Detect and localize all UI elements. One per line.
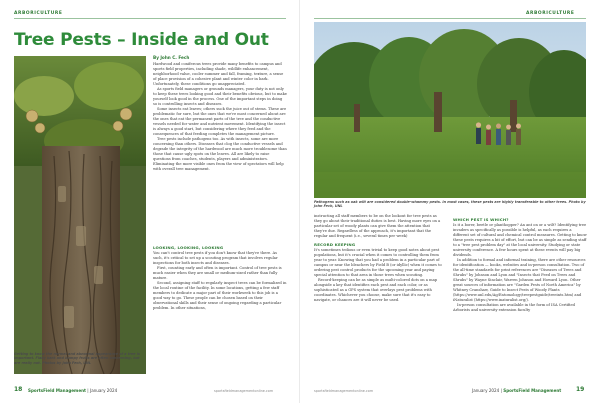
tree-bark-photo	[14, 56, 146, 374]
issue-date: January 2024	[89, 388, 118, 393]
record-column	[314, 214, 444, 380]
photo-caption: Pathogens such as oak wilt are considered double-whammy pests. In most cases, these pests are highly transferable to other trees. Photo by John Fech, UNL	[314, 200, 586, 209]
looking-section	[153, 242, 287, 380]
paragraph: Some insects eat leaves; others suck the juice out of stems. These are problematic for sure, but the ones that we're most concerned about are the ones that eat the permanent parts of the tree and the conductive vessels needed for water and nutrient movement. Identifying the insect is always a good start, but considering where they feed and the consequences of that feeding completes the management picture.	[153, 107, 287, 136]
intro-column	[153, 62, 287, 242]
magazine-name: SportsField Management	[28, 388, 86, 393]
right-page	[300, 0, 600, 403]
tree-bark-image	[14, 56, 146, 374]
paragraph: Tree pests include pathogens too. As with insects, some are more concerning than others. Diseases that clog the conductive vessels and degrade the integrity of the hardwood are much more troublesome than those that cause ugly spots on the leaves. All are likely to raise questions from coaches, students, players and administrators. Eliminating the more visible ones from the view of spectators will help with overall tree management.	[153, 137, 287, 171]
paragraph: You can't control tree pests if you don't know that they're there. As such, it's critical to set up a scouting program that involves regular inspections for both insects and diseases.	[153, 251, 278, 265]
section-heading: LOOKING, LOOKING, LOOKING	[153, 245, 224, 250]
paragraph: Hardwood and coniferous trees provide many benefits to campus and sports field properties, including shade, wildlife enhancement, neighborhood value, cooler summer and fall, framing, texture, a sense of place provision of a cohesive plant and winter color in bark. Unfortunately, these conditions go unappreciated.	[153, 62, 284, 86]
header-rule	[14, 18, 286, 19]
footer-masthead: SportsField Management | January 2024	[28, 388, 118, 393]
header-rule	[314, 18, 586, 19]
magazine-name: SportsField Management	[503, 388, 562, 393]
website-link[interactable]: sportsfieldmanagementonline.com	[314, 389, 374, 393]
section-tag: ARBORICULTURE	[526, 11, 575, 16]
byline: By John C. Fech	[153, 55, 190, 60]
paragraph: instructing all staff members to be on the lookout for tree pests as they go about their traditional duties is best. Having more eyes on a particular set of woody plants can give them the attention that they're due. Regardless of the approach, it's important that the regular and frequent (i.e., several times per week)	[314, 214, 441, 238]
oak-wilt-photo	[314, 22, 586, 198]
paragraph: Second, assigning staff to regularly inspect trees can be formalized in the local routine of the facility. In some locations, getting a few staff members to dedicate a major part of their workweek to this job is a good way to go. These people can be chosen based on their observational skills and their sense of ongoing regarding a particular problem. In other situations,	[153, 281, 287, 310]
photo-caption: Getting to know the normal and abnormal appearance of a tree is important. Flaky bark and bumpy fruits are often concerning, but are really not. Photos by John Fech, UNL	[14, 352, 140, 365]
which-pest-column	[453, 214, 587, 380]
paragraph: As sports field managers or grounds managers, your duty is not only to keep these trees looking good and their benefits obvious, but to make yourself look good in the process. One of the important steps in doing so is controlling insects and diseases.	[153, 87, 287, 106]
paragraph: Is it a borer, beetle or planthopper? An ant on or a wilt? Identifying tree invaders as specifically as possible is helpful, as each requires a different set of cultural and chemical control measures. Getting to know these pests requires a bit of effort, but can be as simple as sending staff to a "tree pest problem day" at the local university. Studying or state university conference. A few hours spent at these events will pay big dividends.	[453, 223, 587, 257]
website-link[interactable]: sportsfieldmanagementonline.com	[214, 389, 274, 393]
article-title: Tree Pests – Inside and Out	[14, 30, 269, 50]
paragraph: First, counting early and often is important. Control of tree pests is much easier when they are small or medium-sized rather than fully mature.	[153, 266, 282, 280]
section-tag: ARBORICULTURE	[14, 11, 63, 16]
paragraph: Record-keeping can be as simple as multi-colored dots on a map alongside a key that identifies each pest and each color, or as sophisticated as a GPS system that overlays pest problems with coordinates. Whichever you choose, make sure that it's easy to navigate, or chances are it will never be used.	[314, 278, 438, 302]
paragraph: In addition to formal and informal training, there are other resources for identification — books, websites and in-person consultation. Two of the all-time standards for print references are "Diseases of Trees and Shrubs" by Johnson and Lyon and "Insects that Feed on Trees and Shrubs" by Wayne Sinclair, Warren Johnson and Howard Lyon. Other great sources of information are "Garden Pests of North America" by Whitney Cranshaw, Guide to Insect Pests of Woody Plants (https://www.unl.edu/Ag/Entomology/treepestguide/treeints.htm) and iNaturalist (https://www.inaturalist.org/).	[453, 258, 586, 302]
page-number: 19	[576, 386, 585, 393]
paragraph: It's sometimes tedious or even trivial to keep good notes about pest populations, but it's crucial when it comes to controlling them from year to year. Knowing that you had a problem in a particular part of campus or near the bleachers by Field B (or idyllic) when it comes to ordering pest control products for the upcoming year and paying special attention to that area in those trees when scouting.	[314, 248, 442, 277]
field-scene-image	[314, 22, 586, 198]
page-number: 18	[14, 386, 23, 393]
section-heading: WHICH PEST IS WHICH?	[453, 217, 509, 222]
paragraph: In-person consultation are available in the form of ISA Certified Arborists and university extension faculty	[453, 303, 575, 312]
issue-date: January 2024	[472, 388, 500, 393]
footer-masthead: January 2024 | SportsField Management	[472, 388, 562, 393]
section-heading: RECORD KEEPING	[314, 242, 356, 247]
